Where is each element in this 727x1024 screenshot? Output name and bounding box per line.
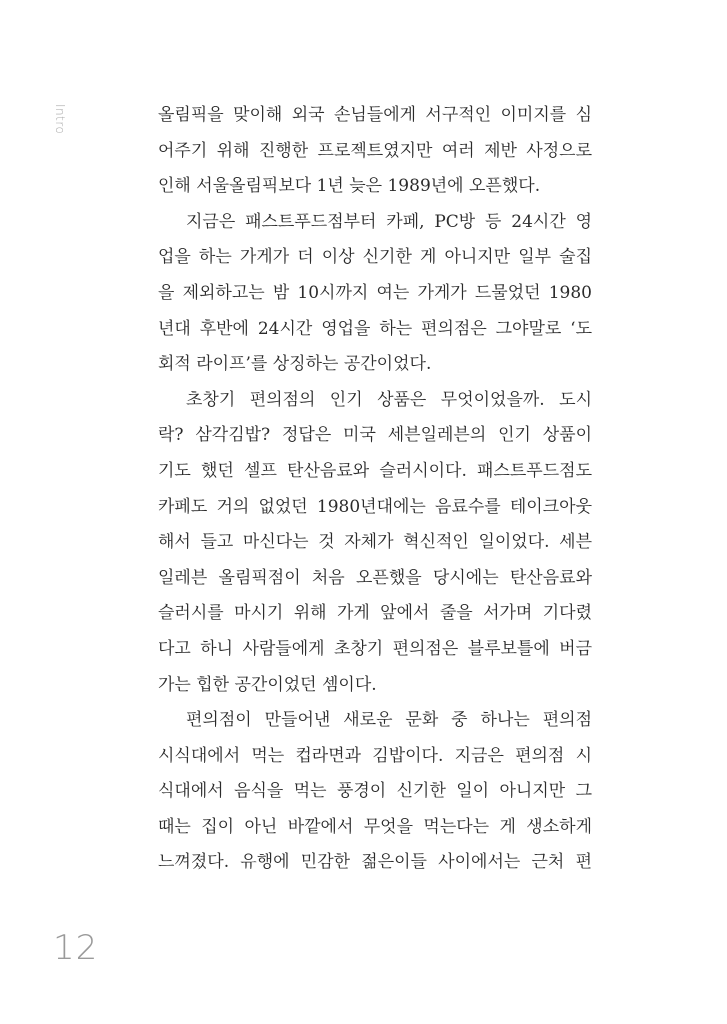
text-line: 편의점이 만들어낸 새로운 문화 중 하나는 편의점 xyxy=(186,710,592,731)
text-line: 일레븐 올림픽점이 처음 오픈했을 당시에는 탄산음료와 xyxy=(158,567,592,588)
text-line: 시식대에서 먹는 컵라면과 김밥이다. 지금은 편의점 시 xyxy=(158,745,592,766)
paragraph-1 xyxy=(158,98,592,205)
text-line: 인해 서울올림픽보다 1년 늦은 1989년에 오픈했다. xyxy=(158,176,541,197)
text-line: 업을 하는 가게가 더 이상 신기한 게 아니지만 일부 술집 xyxy=(158,247,592,268)
text-line: 슬러시를 마시기 위해 가게 앞에서 줄을 서가며 기다렸 xyxy=(158,603,592,624)
text-line: 카페도 거의 없었던 1980년대에는 음료수를 테이크아웃 xyxy=(158,496,592,517)
text-line: 지금은 패스트푸드점부터 카페, PC방 등 24시간 영 xyxy=(186,211,592,232)
text-line: 가는 힙한 공간이었던 셈이다. xyxy=(158,674,377,695)
text-line: 느껴졌다. 유행에 민감한 젊은이들 사이에서는 근처 편 xyxy=(158,852,592,873)
paragraph-4 xyxy=(158,703,592,881)
text-line: 식대에서 음식을 먹는 풍경이 신기한 일이 아니지만 그 xyxy=(158,781,592,802)
body-text xyxy=(158,98,592,881)
text-line: 다고 하니 사람들에게 초창기 편의점은 블루보틀에 버금 xyxy=(158,638,592,659)
paragraph-2 xyxy=(158,205,592,383)
text-line: 기도 했던 셀프 탄산음료와 슬러시이다. 패스트푸드점도 xyxy=(158,460,592,481)
text-line: 때는 집이 아닌 바깥에서 무엇을 먹는다는 게 생소하게 xyxy=(158,816,592,837)
text-line: 초창기 편의점의 인기 상품은 무엇이었을까. 도시 xyxy=(186,389,592,410)
text-line: 어주기 위해 진행한 프로젝트였지만 여러 제반 사정으로 xyxy=(158,140,592,161)
text-line: 년대 후반에 24시간 영업을 하는 편의점은 그야말로 ‘도 xyxy=(158,318,592,339)
section-label: Intro xyxy=(53,104,67,135)
text-line: 올림픽을 맞이해 외국 손님들에게 서구적인 이미지를 심 xyxy=(158,105,592,125)
text-line: 락? 삼각김밥? 정답은 미국 세븐일레븐의 인기 상품이 xyxy=(158,425,592,446)
text-line: 회적 라이프’를 상징하는 공간이었다. xyxy=(158,354,432,375)
page-number: 12 xyxy=(53,928,99,968)
text-line: 해서 들고 마신다는 것 자체가 혁신적인 일이었다. 세븐 xyxy=(158,532,592,553)
text-line: 을 제외하고는 밤 10시까지 여는 가게가 드물었던 1980 xyxy=(158,282,592,303)
paragraph-3 xyxy=(158,383,592,703)
